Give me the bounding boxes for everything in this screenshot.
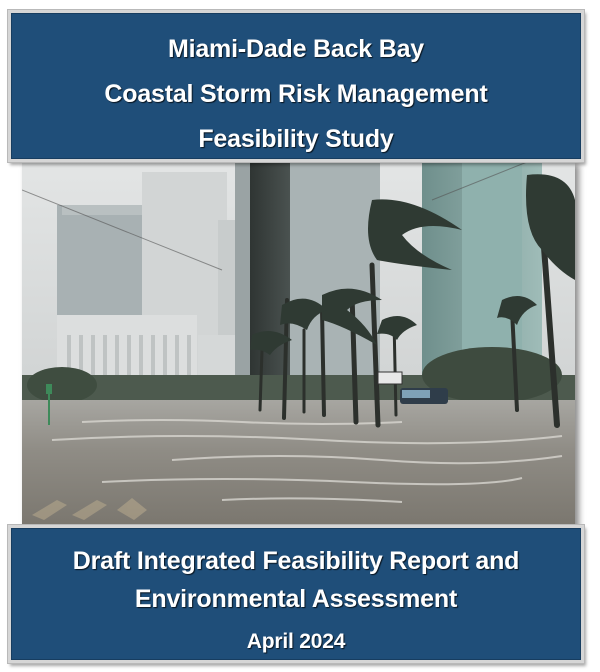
report-subtitle-line-1: Draft Integrated Feasibility Report and [72,547,520,575]
flooded-street-photo-icon [22,160,575,528]
report-subtitle-line-2: Environmental Assessment [134,585,458,613]
project-title-line-1: Miami-Dade Back Bay [167,35,425,63]
report-type-box [8,525,584,663]
project-title-line-2: Coastal Storm Risk Management [104,80,488,108]
title-box [8,10,584,162]
report-date: April 2024 [246,630,346,653]
cover-photo [22,160,575,528]
project-title-line-3: Feasibility Study [198,125,394,153]
